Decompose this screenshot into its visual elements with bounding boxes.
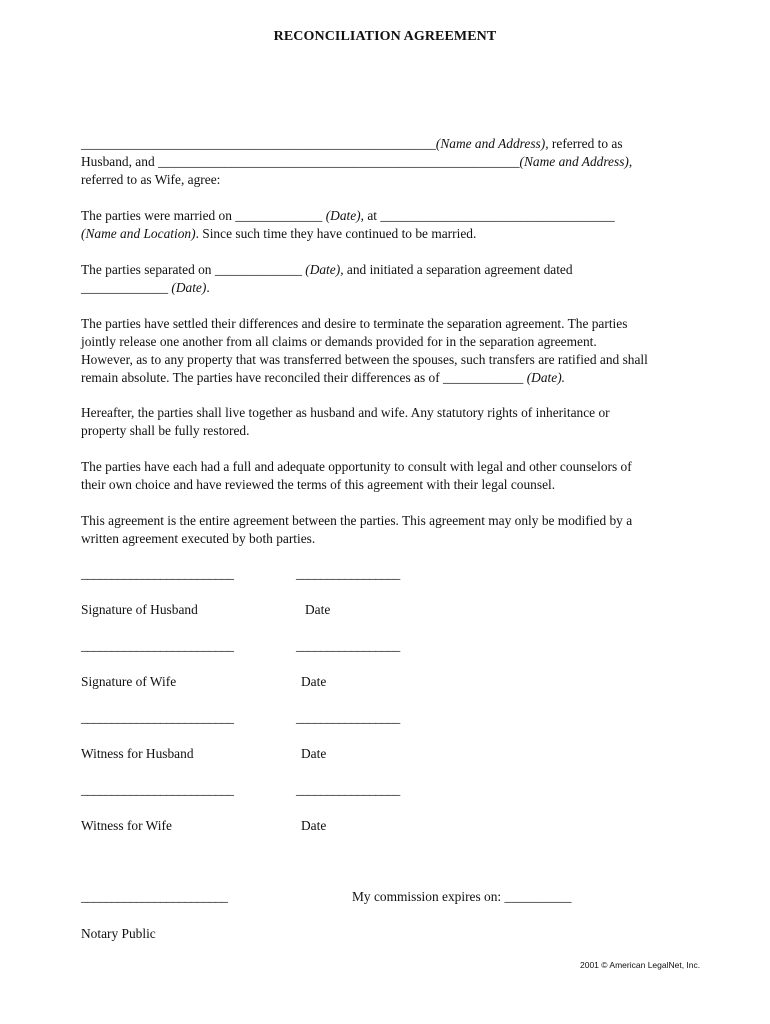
notary-public-label: Notary Public [81, 926, 156, 941]
wife-signature-label: Signature of Wife [81, 674, 177, 689]
marriage-paragraph: The parties were married on _____________ (Date), at ___________________________________ (Name and Location). Since such time they have continued to be married. [81, 208, 615, 241]
separation-paragraph: The parties separated on _____________ (Date), and initiated a separation agreement dated _____________ (Date). [81, 262, 573, 295]
witness-husband-signature-line[interactable]: _________________________ [81, 710, 234, 725]
wife-signature-line[interactable]: _________________________ [81, 638, 234, 653]
husband-date-line[interactable]: _________________ [296, 566, 400, 581]
husband-signature-label: Signature of Husband [81, 602, 198, 617]
wife-date-line[interactable]: _________________ [296, 638, 400, 653]
commission-expires[interactable]: My commission expires on: __________ [352, 889, 572, 904]
parties-paragraph: _____________________________________________________(Name and Address), referred to as Husband, and ______________________________________________________(Name and Address), referred to as Wife, agree: [81, 136, 633, 187]
witness-husband-label: Witness for Husband [81, 746, 194, 761]
counsel-paragraph: The parties have each had a full and adequate opportunity to consult with legal and other counselors of their own choice and have reviewed the terms of this agreement with their legal counsel. [81, 459, 632, 492]
settlement-paragraph: The parties have settled their differences and desire to terminate the separation agreement. The parties jointly release one another from all claims or demands provided for in the separation agreement. However, as to any property that was transferred between the spouses, such transfers are ratified and shall remain absolute. The parties have reconciled their differences as of ____________ (Date). [81, 316, 648, 385]
husband-date-label: Date [305, 602, 331, 617]
notary-signature-line[interactable]: ________________________ [81, 889, 228, 904]
wife-name-blank[interactable]: ______________________________________________________ [157, 154, 520, 169]
witness-wife-label: Witness for Wife [81, 818, 172, 833]
husband-signature-line[interactable]: _________________________ [81, 566, 234, 581]
hereafter-paragraph: Hereafter, the parties shall live together as husband and wife. Any statutory rights of inheritance or property shall be fully restored. [81, 405, 610, 438]
witness-wife-date-line[interactable]: _________________ [296, 782, 400, 797]
witness-wife-signature-line[interactable]: _________________________ [81, 782, 234, 797]
witness-husband-date-line[interactable]: _________________ [296, 710, 400, 725]
witness-husband-date-label: Date [301, 746, 327, 761]
husband-name-blank[interactable]: _____________________________________________________ [81, 136, 436, 151]
entire-agreement-paragraph: This agreement is the entire agreement between the parties. This agreement may only be modified by a written agreement executed by both parties. [81, 513, 633, 546]
document-title: RECONCILIATION AGREEMENT [273, 29, 497, 44]
copyright-footer: 2001 © American LegalNet, Inc. [580, 960, 701, 970]
witness-wife-date-label: Date [301, 818, 327, 833]
wife-date-label: Date [301, 674, 327, 689]
